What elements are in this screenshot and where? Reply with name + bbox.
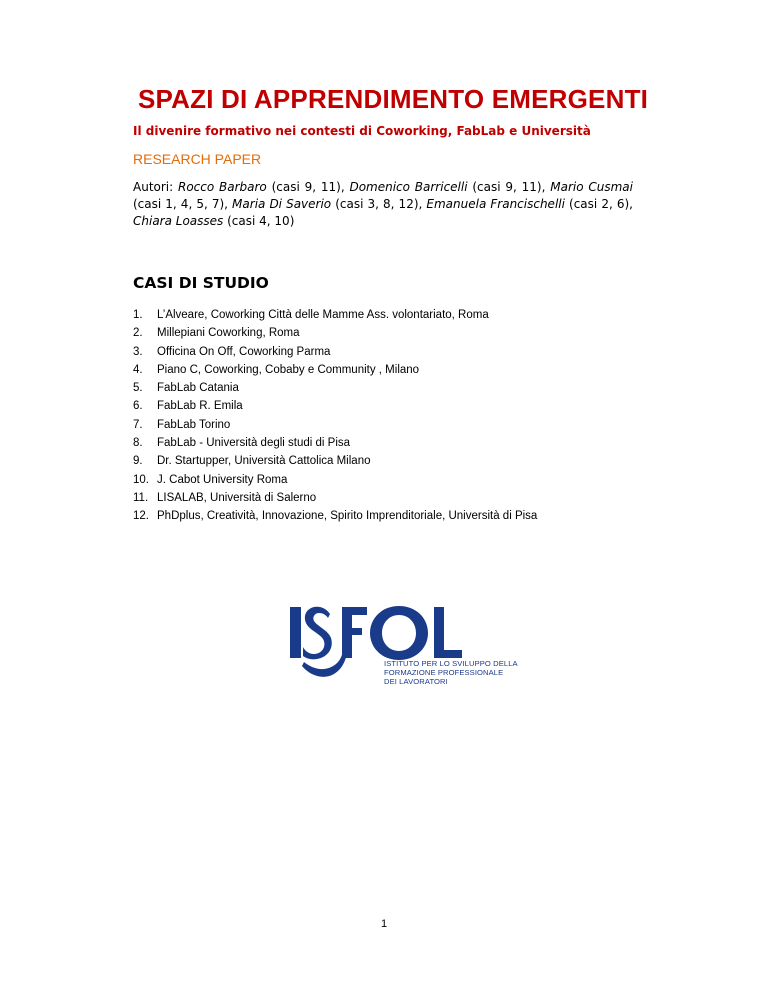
list-item-text: FabLab Catania <box>157 382 239 395</box>
list-item <box>133 416 537 434</box>
author-cases: (casi 3, 8, 12), <box>335 197 423 211</box>
list-item-number: 10. <box>133 473 149 486</box>
logo-letter-l-base <box>434 650 462 658</box>
list-item-number: 5. <box>133 382 143 395</box>
list-item <box>133 361 537 379</box>
logo-letter-o <box>370 606 428 660</box>
list-item-text: J. Cabot University Roma <box>157 473 288 486</box>
list-item-number: 3. <box>133 345 143 358</box>
list-item <box>133 306 537 324</box>
list-item-number: 2. <box>133 327 143 340</box>
author-name: Emanuela Francischelli <box>426 197 565 211</box>
isfol-logo-caption <box>384 659 518 687</box>
list-item-number: 12. <box>133 510 149 523</box>
author-name: Maria Di Saverio <box>232 197 332 211</box>
list-item-text: Dr. Startupper, Università Cattolica Milano <box>157 455 371 468</box>
page-number: 1 <box>380 918 388 930</box>
author-name: Mario Cusmai <box>550 180 633 194</box>
logo-letter-i <box>290 607 301 658</box>
list-item-number: 4. <box>133 363 143 376</box>
case-study-list <box>133 306 537 526</box>
author-name: Rocco Barbaro <box>177 180 267 194</box>
author-name: Domenico Barricelli <box>349 180 468 194</box>
list-item-number: 11. <box>133 491 149 504</box>
document-subtitle: Il divenire formativo nei contesti di Coworking, FabLab e Università <box>133 124 591 138</box>
list-item-text: FabLab R. Emila <box>157 400 243 413</box>
list-item <box>133 489 537 507</box>
logo-letter-f-top <box>342 607 367 615</box>
paper-type-label: RESEARCH PAPER <box>133 151 262 167</box>
list-item-number: 8. <box>133 437 143 450</box>
list-item-number: 1. <box>133 309 143 321</box>
list-item-number: 9. <box>133 455 143 468</box>
author-cases: (casi 2, 6), <box>569 197 633 211</box>
author-cases: (casi 4, 10) <box>227 214 295 228</box>
list-item-number: 6. <box>133 400 143 413</box>
list-item-text: Millepiani Coworking, Roma <box>157 327 300 340</box>
list-item-text: FabLab - Università degli studi di Pisa <box>157 437 351 450</box>
list-item-text: PhDplus, Creatività, Innovazione, Spirito Imprenditoriale, Università di Pisa <box>157 510 538 523</box>
list-item-text: Officina On Off, Coworking Parma <box>157 345 331 358</box>
logo-caption-line: DEI LAVORATORI <box>384 677 448 687</box>
logo-letter-s <box>303 607 332 660</box>
author-cases: (casi 1, 4, 5, 7), <box>133 197 228 211</box>
logo-caption-line: ISTITUTO PER LO SVILUPPO DELLA <box>384 659 518 668</box>
author-name: Chiara Loasses <box>133 214 224 228</box>
author-cases: (casi 9, 11), <box>271 180 345 194</box>
list-item <box>133 324 537 342</box>
list-item-text: LISALAB, Università di Salerno <box>157 491 317 504</box>
logo-caption-line: FORMAZIONE PROFESSIONALE <box>384 668 504 678</box>
list-item <box>133 434 537 452</box>
logo-letter-f-mid <box>342 628 362 635</box>
list-item-text: FabLab Torino <box>157 418 231 431</box>
authors-label: Autori: <box>133 180 174 194</box>
document-title: SPAZI DI APPRENDIMENTO EMERGENTI <box>138 84 649 114</box>
section-title-case-studies: CASI DI STUDIO <box>133 274 269 292</box>
list-item-text: Piano C, Coworking, Cobaby e Community , Milano <box>157 363 420 376</box>
list-item <box>133 471 537 489</box>
list-item <box>133 452 537 470</box>
authors-paragraph <box>133 179 633 230</box>
list-item <box>133 397 537 415</box>
list-item <box>133 343 537 361</box>
list-item <box>133 379 537 397</box>
list-item <box>133 507 537 525</box>
list-item-text: L’Alveare, Coworking Città delle Mamme Ass. volontariato, Roma <box>157 309 489 321</box>
list-item-number: 7. <box>133 418 143 431</box>
author-cases: (casi 9, 11), <box>472 180 546 194</box>
